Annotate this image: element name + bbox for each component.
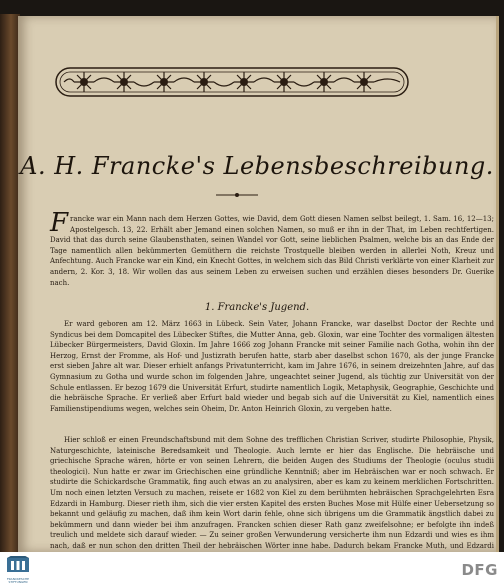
body-paragraph: Hier schloß er einen Freundschaftsbund mit dem Sohne des trefflichen Christian Scriver, studirte Philosophie, Physik, Naturgeschichte, lateinische Beredsamkeit und Theologie. Auch lernte er hier das Englische. Die hebräische und griechische Sprache wären, hörte er von seinen Lehrern, die beiden Augen des Studiums der Theologie (oculus studii theologici). Nun hatte er zwar im Griechischen eine gründliche Kenntniß; aber im Hebräischen war er noch schwach. Er studirte die Schickardsche Grammatik, fing auch etwas an zu analysiren, aber es kam zu keinem merklichen Fortschritten. Um noch einen letzten Versuch zu machen, reisete er 1682 von Kiel zu dem berühmten hebräischen Sprachgelehrten Esra Edzardi in Hamburg. Dieser rieth ihm, sich die vier ersten Kapitel des ersten Buches Mose mit Hülfe einer Uebersetzung so bekannt und geläufig zu machen, daß ihm kein Wort darin fehle, ohne sich übrigens um die Grammatik ängstlich dabei zu bekümmern und dann wieder bei ihm anzufragen. Francken schien dieser Rath ganz zweifelsohne; er befolgte ihn indeß treulich und meldete sich darauf wieder. — Zu seiner großen Verwunderung versicherte ihm nun Edzardi und wies es ihm nach, daß er nun schon den dritten Theil der hebräischen Wörter inne habe. Dadurch bekam Francke Muth, und Edzardi: [50, 436, 494, 550]
drop-cap: F: [50, 208, 69, 238]
intro-text: rancke war ein Mann nach dem Herzen Gottes, wie David, dem Gott diesen Namen selbst beilegt, 1. Sam. 16, 12—13; Apostelgesch. 13, 22. Erhält aber Jemand einen solchen Namen, so muß er ihn in der That, im Leben rechtfertigen. David that das durch seine Glaubensthaten, seinen Wandel vor Gott, seine lieblichen Psalmen, welche bis an das Ende der Tage namentlich allen bekümmerten Gemüthern die reichste Trostquelle bleiben werden in allerlei Noth, Kreuz und Anfechtung. Auch Francke war ein Kind, ein Knecht Gottes, in welchem sich das Bild Christi verklärte von einer Klarheit zur andern, 2. Kor. 3, 18. Wir wollen das aus seinem Leben zu erweisen suchen und erzählen dieses besonders Dr. Guerike nach.: [50, 215, 494, 287]
dfg-logo: DFG: [461, 561, 498, 579]
intro-paragraph: [50, 208, 494, 288]
viewer-footer: [0, 552, 504, 584]
section-heading: 1. Francke's Jugend.: [204, 302, 310, 313]
body-paragraph: Er ward geboren am 12. März 1663 in Lübeck. Sein Vater, Johann Francke, war daselbst Doctor der Rechte und Syndicus bei dem Domcapitel des Lübecker Stiftes, die Mutter Anna, geb. Gloxin, war eine Tochter des vormaligen ältesten Lübecker Bürgermeisters, David Gloxin. Im Jahre 1666 zog Johann Francke mit seiner Familie nach Gotha, wohin ihn der Herzog, Ernst der Fromme, als Hof- und Justizrath berufen hatte, starb aber daselbst schon 1670, als der junge Francke erst sieben Jahre alt war. Dieser erhielt anfangs Privatunterricht, kam im Jahre 1676, in seinem dreizehnten Jahre, auf das Gymnasium zu Gotha und wurde schon im folgenden Jahre, ungeachtet seiner Jugend, als tüchtig zur Universität von der Schule entlassen. Er bezog 1679 die Universität Erfurt, studirte namentlich Logik, Metaphysik, Geographie, Geschichte und die hebräische Sprache. Er verließ aber Erfurt bald wieder und begab sich auf die Universität zu Kiel, namentlich eines Familienstipendiums wegen, welches sein Oheim, Dr. Anton Heinrich Gloxin, zu vergeben hatte.: [50, 320, 494, 413]
page-title: A. H. Francke's Lebensbeschreibung.: [20, 152, 494, 180]
book-spine: [0, 14, 20, 552]
title-divider: [214, 192, 260, 198]
library-label: FRANCKESCHE STIFTUNGEN: [6, 577, 30, 584]
book-page: [18, 16, 499, 552]
decorative-ornament-band: [54, 66, 410, 98]
